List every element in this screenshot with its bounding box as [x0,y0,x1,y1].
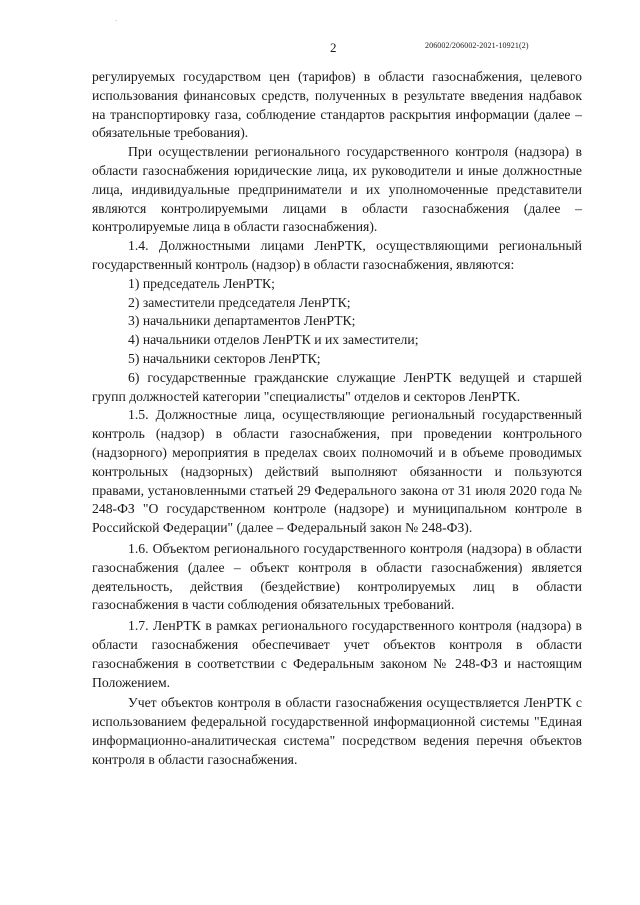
paragraph-continuation: регулируемых государством цен (тарифов) в области газоснабжения, целевого использования финансовых средств, полученных в результате введения надбавок на транспортировку газа, соблюдение стандартов раскрытия информации (далее – обязательные требования). [92,69,582,141]
paragraph-accounting: Учет объектов контроля в области газоснабжения осуществляется ЛенРТК с использованием федеральной государственной информационной системы "Единая информационно-аналитическая система" посредством ведения перечня объектов контроля в области газоснабжения. [92,695,582,767]
document-number: 206002/206002-2021-10921(2) [425,41,529,50]
document-body [92,68,582,769]
list-item: 5) начальники секторов ЛенРТК; [128,350,321,366]
paragraph-1-7: 1.7. ЛенРТК в рамках регионального государственного контроля (надзора) в области газоснабжения обеспечивает учет объектов контроля в области газоснабжения в соответствии с Федеральным законом № 248-ФЗ и настоящим Положением. [92,618,582,690]
list-item: 6) государственные гражданские служащие ЛенРТК ведущей и старшей групп должностей категории "специалисты" отделов и секторов ЛенРТК. [92,369,582,404]
list-item: 3) начальники департаментов ЛенРТК; [128,313,356,329]
page-number: 2 [330,40,337,55]
list-item: 2) заместители председателя ЛенРТК; [128,294,351,310]
paragraph-1-4: 1.4. Должностными лицами ЛенРТК, осуществляющими региональный государственный контроль (надзор) в области газоснабжения, являются: [92,238,582,272]
scan-mark: · [115,17,118,25]
paragraph-controlled-persons: При осуществлении регионального государственного контроля (надзора) в области газоснабжения юридические лица, их руководители и иные должностные лица, индивидуальные предприниматели и их уполномоченные представители являются контролируемыми лицами в области газоснабжения (далее – контролируемые лица в области газоснабжения). [92,144,582,235]
list-item: 1) председатель ЛенРТК; [128,275,275,291]
list-item: 4) начальники отделов ЛенРТК и их заместители; [128,332,419,348]
paragraph-1-6: 1.6. Объектом регионального государственного контроля (надзора) в области газоснабжения (далее – объект контроля в области газоснабжения) является деятельность, действия (бездействие) контролируемых лиц в области газоснабжения в части соблюдения обязательных требований. [92,540,582,613]
paragraph-1-5: 1.5. Должностные лица, осуществляющие региональный государственный контроль (надзор) в области газоснабжения, при проведении контрольного (надзорного) мероприятия в пределах своих полномочий и в объеме проводимых контрольных (надзорных) действий выполняют обязанности и пользуются правами, установленными статьей 29 Федерального закона от 31 июля 2020 года № 248-ФЗ "О государственном контроле (надзоре) и муниципальном контроле в Российской Федерации" (далее – Федеральный закон № 248-ФЗ). [92,407,582,536]
